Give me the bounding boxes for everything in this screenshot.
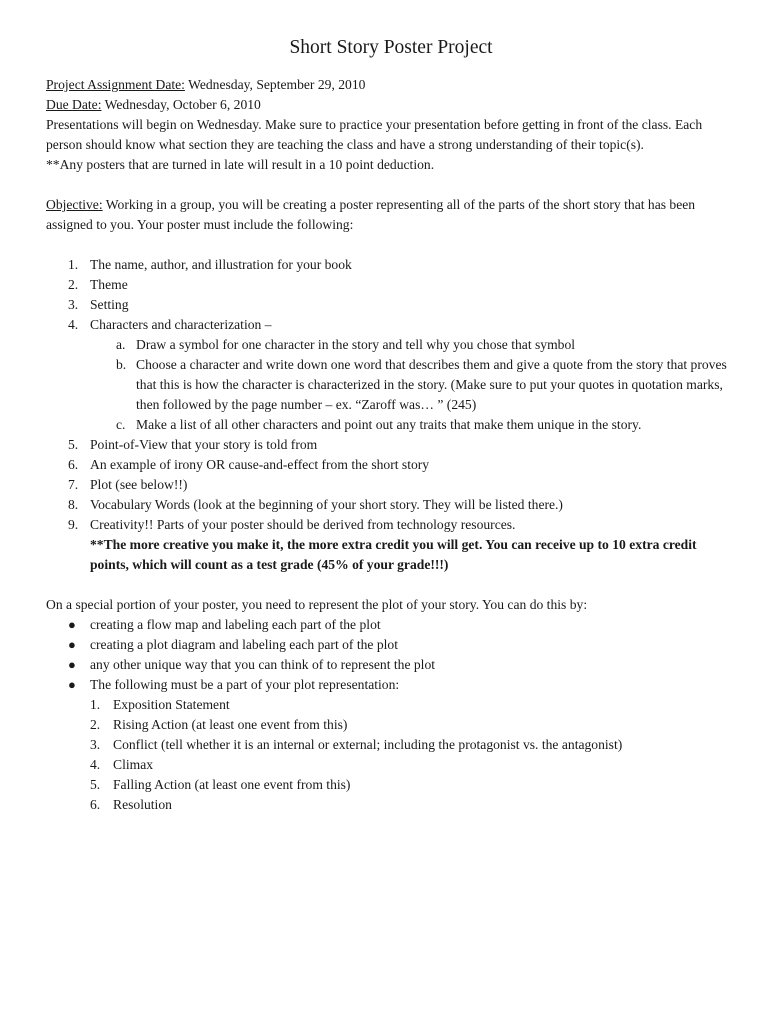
plot-part-item	[90, 755, 736, 775]
list-number: 2.	[90, 717, 101, 732]
bullet-icon: ●	[68, 617, 76, 632]
list-number: 5.	[90, 777, 101, 792]
spacer	[46, 235, 736, 255]
requirement-item	[46, 275, 736, 295]
bullet-icon: ●	[68, 677, 76, 692]
requirement-item	[46, 495, 736, 515]
requirement-item	[46, 515, 736, 575]
bullet-text: creating a plot diagram and labeling each part of the plot	[90, 637, 399, 652]
list-number: 8.	[68, 497, 79, 512]
sub-item-text: Draw a symbol for one character in the story and tell why you chose that symbol	[136, 337, 576, 352]
requirement-text: The name, author, and illustration for your book	[90, 257, 352, 272]
document-page	[46, 36, 736, 815]
list-letter: b.	[116, 357, 127, 372]
requirement-text: Creativity!! Parts of your poster should be derived from technology resources.	[90, 517, 516, 532]
plot-part-text: Falling Action (at least one event from this)	[113, 777, 351, 792]
list-number: 6.	[68, 457, 79, 472]
sub-item	[90, 335, 736, 355]
requirement-text: An example of irony OR cause-and-effect from the short story	[90, 457, 430, 472]
list-number: 9.	[68, 517, 79, 532]
requirement-item	[46, 455, 736, 475]
bullet-item	[46, 615, 736, 635]
requirement-item	[46, 255, 736, 275]
spacer	[46, 175, 736, 195]
sub-item	[90, 415, 736, 435]
plot-part-item	[90, 715, 736, 735]
assignment-date-value: Wednesday, September 29, 2010	[184, 77, 366, 92]
presentations-note: Presentations will begin on Wednesday. Make sure to practice your presentation before getting in front of the class. Each person should know what section they are teaching the class and have a strong understanding of their topic(s).	[46, 117, 703, 152]
plot-part-item	[90, 695, 736, 715]
assignment-date-line	[46, 75, 736, 95]
requirement-text: Vocabulary Words (look at the beginning of your short story. They will be listed there.)	[90, 497, 563, 512]
plot-part-text: Resolution	[113, 797, 172, 812]
plot-parts-list	[90, 695, 736, 815]
bullet-icon: ●	[68, 637, 76, 652]
sub-item-text: Choose a character and write down one word that describes them and give a quote from the story that proves that this is how the character is characterized in the story. (Make sure to put your quotes in quotation marks, then followed by the page number – ex. “Zaroff was… ” (245)	[136, 357, 727, 412]
bullet-item	[46, 635, 736, 655]
list-number: 1.	[90, 697, 101, 712]
requirement-item	[46, 295, 736, 315]
objective-text: Working in a group, you will be creating a poster representing all of the parts of the short story that has been assigned to you. Your poster must include the following:	[46, 197, 696, 232]
bullet-item	[46, 675, 736, 815]
characterization-sublist	[90, 335, 736, 435]
requirement-text: Characters and characterization –	[90, 317, 272, 332]
requirement-text: Point-of-View that your story is told from	[90, 437, 318, 452]
requirements-list	[46, 255, 736, 575]
requirement-text: Theme	[90, 277, 128, 292]
requirement-item	[46, 315, 736, 435]
plot-part-item	[90, 775, 736, 795]
extra-credit-note: **The more creative you make it, the more extra credit you will get. You can receive up to 10 extra credit points, which will count as a test grade (45% of your grade!!!)	[90, 537, 697, 572]
plot-part-text: Conflict (tell whether it is an internal or external; including the protagonist vs. the antagonist)	[113, 737, 623, 752]
list-letter: c.	[116, 417, 126, 432]
bullet-icon: ●	[68, 657, 76, 672]
bullet-item	[46, 655, 736, 675]
plot-part-text: Exposition Statement	[113, 697, 230, 712]
list-number: 4.	[90, 757, 101, 772]
list-number: 6.	[90, 797, 101, 812]
list-letter: a.	[116, 337, 126, 352]
bullet-text: The following must be a part of your plot representation:	[90, 677, 400, 692]
plot-intro: On a special portion of your poster, you need to represent the plot of your story. You can do this by:	[46, 597, 588, 612]
list-number: 4.	[68, 317, 79, 332]
objective-label: Objective:	[46, 197, 103, 212]
document-title: Short Story Poster Project	[289, 37, 493, 58]
bullet-text: creating a flow map and labeling each part of the plot	[90, 617, 381, 632]
due-date-value: Wednesday, October 6, 2010	[101, 97, 261, 112]
list-number: 3.	[90, 737, 101, 752]
list-number: 2.	[68, 277, 79, 292]
requirement-text: Plot (see below!!)	[90, 477, 188, 492]
requirement-item	[46, 475, 736, 495]
plot-part-text: Rising Action (at least one event from this)	[113, 717, 348, 732]
plot-part-item	[90, 735, 736, 755]
list-number: 5.	[68, 437, 79, 452]
list-number: 1.	[68, 257, 79, 272]
spacer	[46, 575, 736, 595]
plot-part-item	[90, 795, 736, 815]
sub-item	[90, 355, 736, 415]
list-number: 3.	[68, 297, 79, 312]
late-penalty-note: **Any posters that are turned in late will result in a 10 point deduction.	[46, 157, 435, 172]
objective-paragraph	[46, 195, 736, 235]
plot-part-text: Climax	[113, 757, 154, 772]
plot-options-list	[46, 615, 736, 815]
due-date-line	[46, 95, 736, 115]
list-number: 7.	[68, 477, 79, 492]
due-date-label: Due Date:	[46, 97, 102, 112]
requirement-item	[46, 435, 736, 455]
assignment-date-label: Project Assignment Date:	[46, 77, 185, 92]
bullet-text: any other unique way that you can think of to represent the plot	[90, 657, 436, 672]
requirement-text: Setting	[90, 297, 129, 312]
sub-item-text: Make a list of all other characters and point out any traits that make them unique in the story.	[136, 417, 642, 432]
